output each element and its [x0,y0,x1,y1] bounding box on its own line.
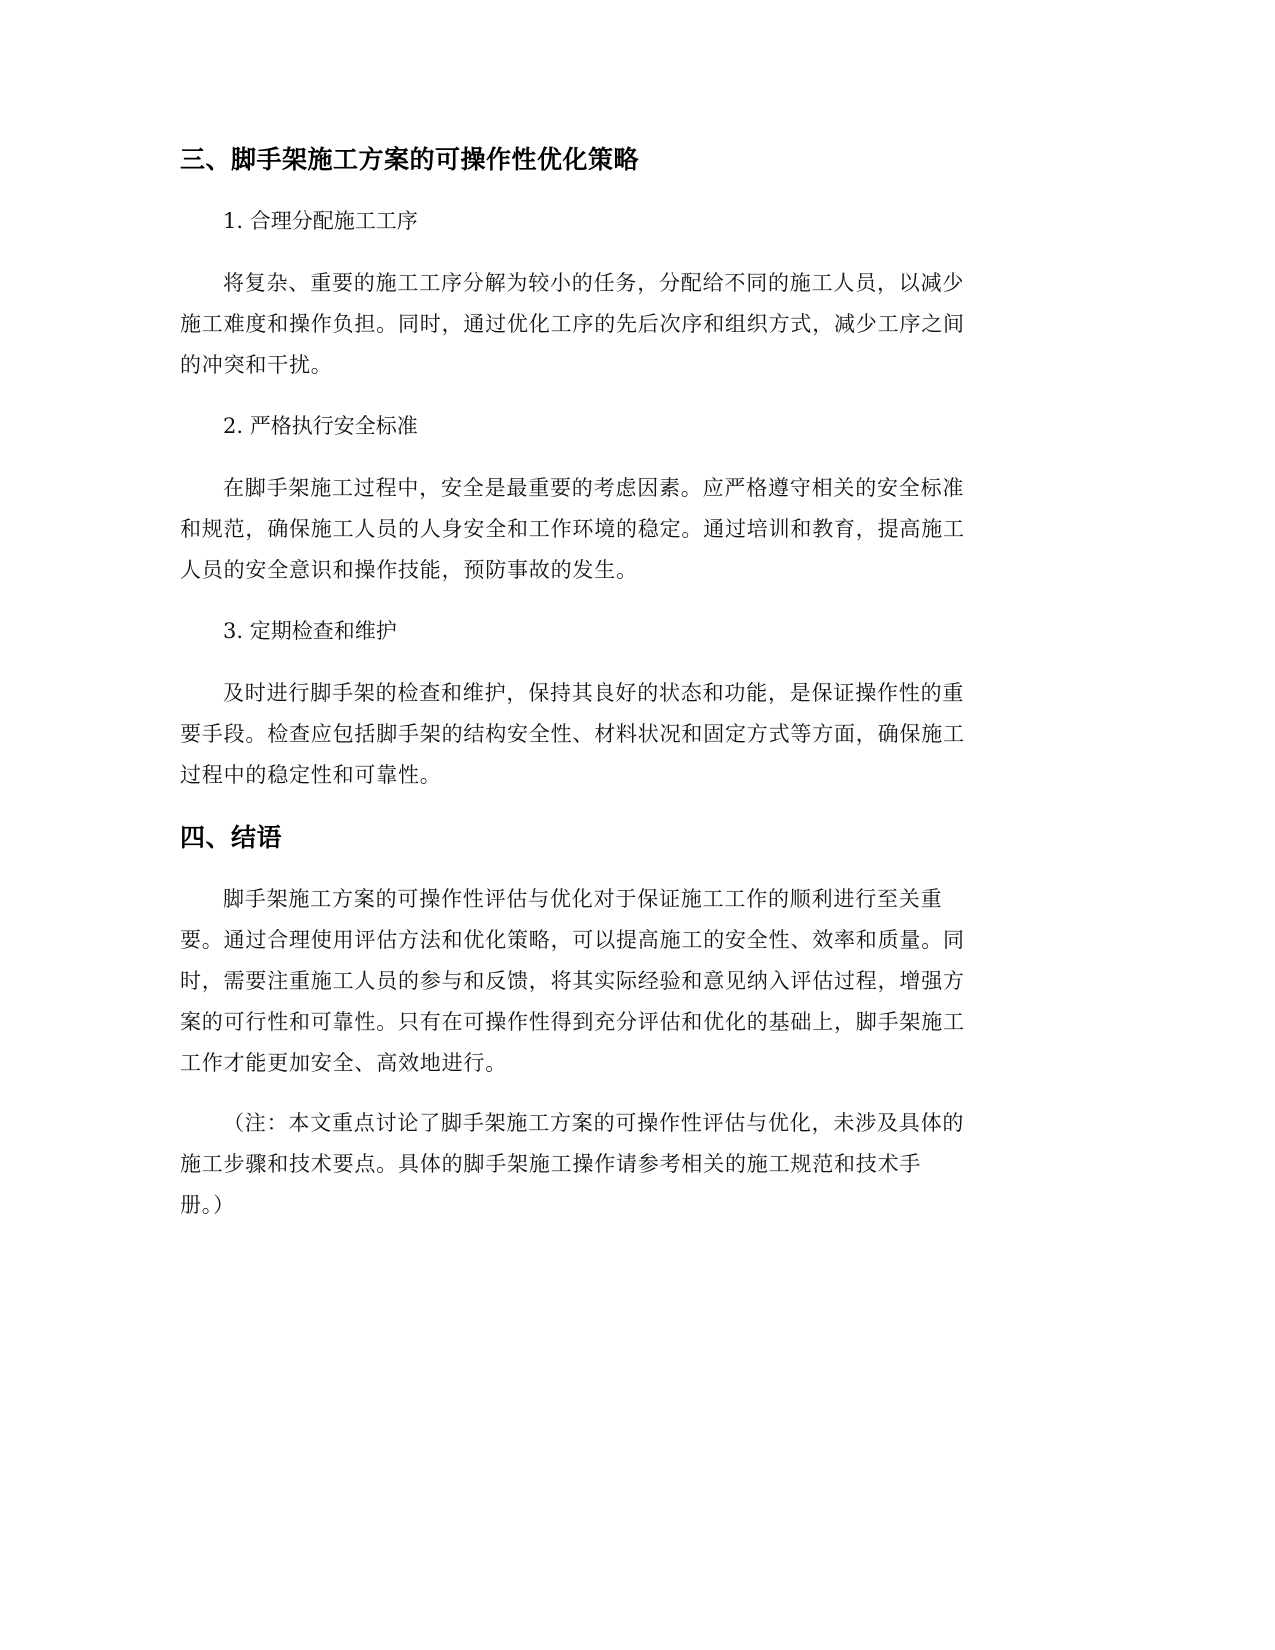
paragraph-line: 要手段。检查应包括脚手架的结构安全性、材料状况和固定方式等方面，确保施工 [180,722,965,746]
paragraph-line: 脚手架施工方案的可操作性评估与优化对于保证施工工作的顺利进行至关重 [223,887,943,911]
item-3-title: 3. 定期检查和维护 [223,619,397,643]
paragraph-line: 时，需要注重施工人员的参与和反馈，将其实际经验和意见纳入评估过程，增强方 [180,969,965,993]
note-paragraph [180,1103,1080,1226]
paragraph-line: 人员的安全意识和操作技能，预防事故的发生。 [180,558,638,582]
paragraph-line: 案的可行性和可靠性。只有在可操作性得到充分评估和优化的基础上，脚手架施工 [180,1010,965,1034]
item-1-paragraph [180,263,1080,386]
paragraph-line: 册。） [180,1193,235,1217]
paragraph-line: 要。通过合理使用评估方法和优化策略，可以提高施工的安全性、效率和质量。同 [180,928,965,952]
paragraph-line: 和规范，确保施工人员的人身安全和工作环境的稳定。通过培训和教育，提高施工 [180,517,965,541]
paragraph-line: 将复杂、重要的施工工序分解为较小的任务，分配给不同的施工人员，以减少 [223,271,965,295]
conclusion-paragraph [180,879,1080,1084]
paragraph-line: 的冲突和干扰。 [180,353,333,377]
section-3-heading: 三、脚手架施工方案的可操作性优化策略 [180,145,640,174]
document-page [180,0,1080,1650]
section-4-heading: 四、结语 [180,823,283,852]
paragraph-line: 及时进行脚手架的检查和维护，保持其良好的状态和功能，是保证操作性的重 [223,681,965,705]
item-2-title: 2. 严格执行安全标准 [223,414,418,438]
paragraph-line: （注：本文重点讨论了脚手架施工方案的可操作性评估与优化，未涉及具体的 [223,1111,965,1135]
item-3-paragraph [180,673,1080,796]
paragraph-line: 工作才能更加安全、高效地进行。 [180,1051,507,1075]
paragraph-line: 在脚手架施工过程中，安全是最重要的考虑因素。应严格遵守相关的安全标准 [223,476,965,500]
paragraph-line: 施工步骤和技术要点。具体的脚手架施工操作请参考相关的施工规范和技术手 [180,1152,922,1176]
item-1-title: 1. 合理分配施工工序 [223,209,418,233]
paragraph-line: 过程中的稳定性和可靠性。 [180,763,442,787]
item-2-paragraph [180,468,1080,591]
paragraph-line: 施工难度和操作负担。同时，通过优化工序的先后次序和组织方式，减少工序之间 [180,312,965,336]
